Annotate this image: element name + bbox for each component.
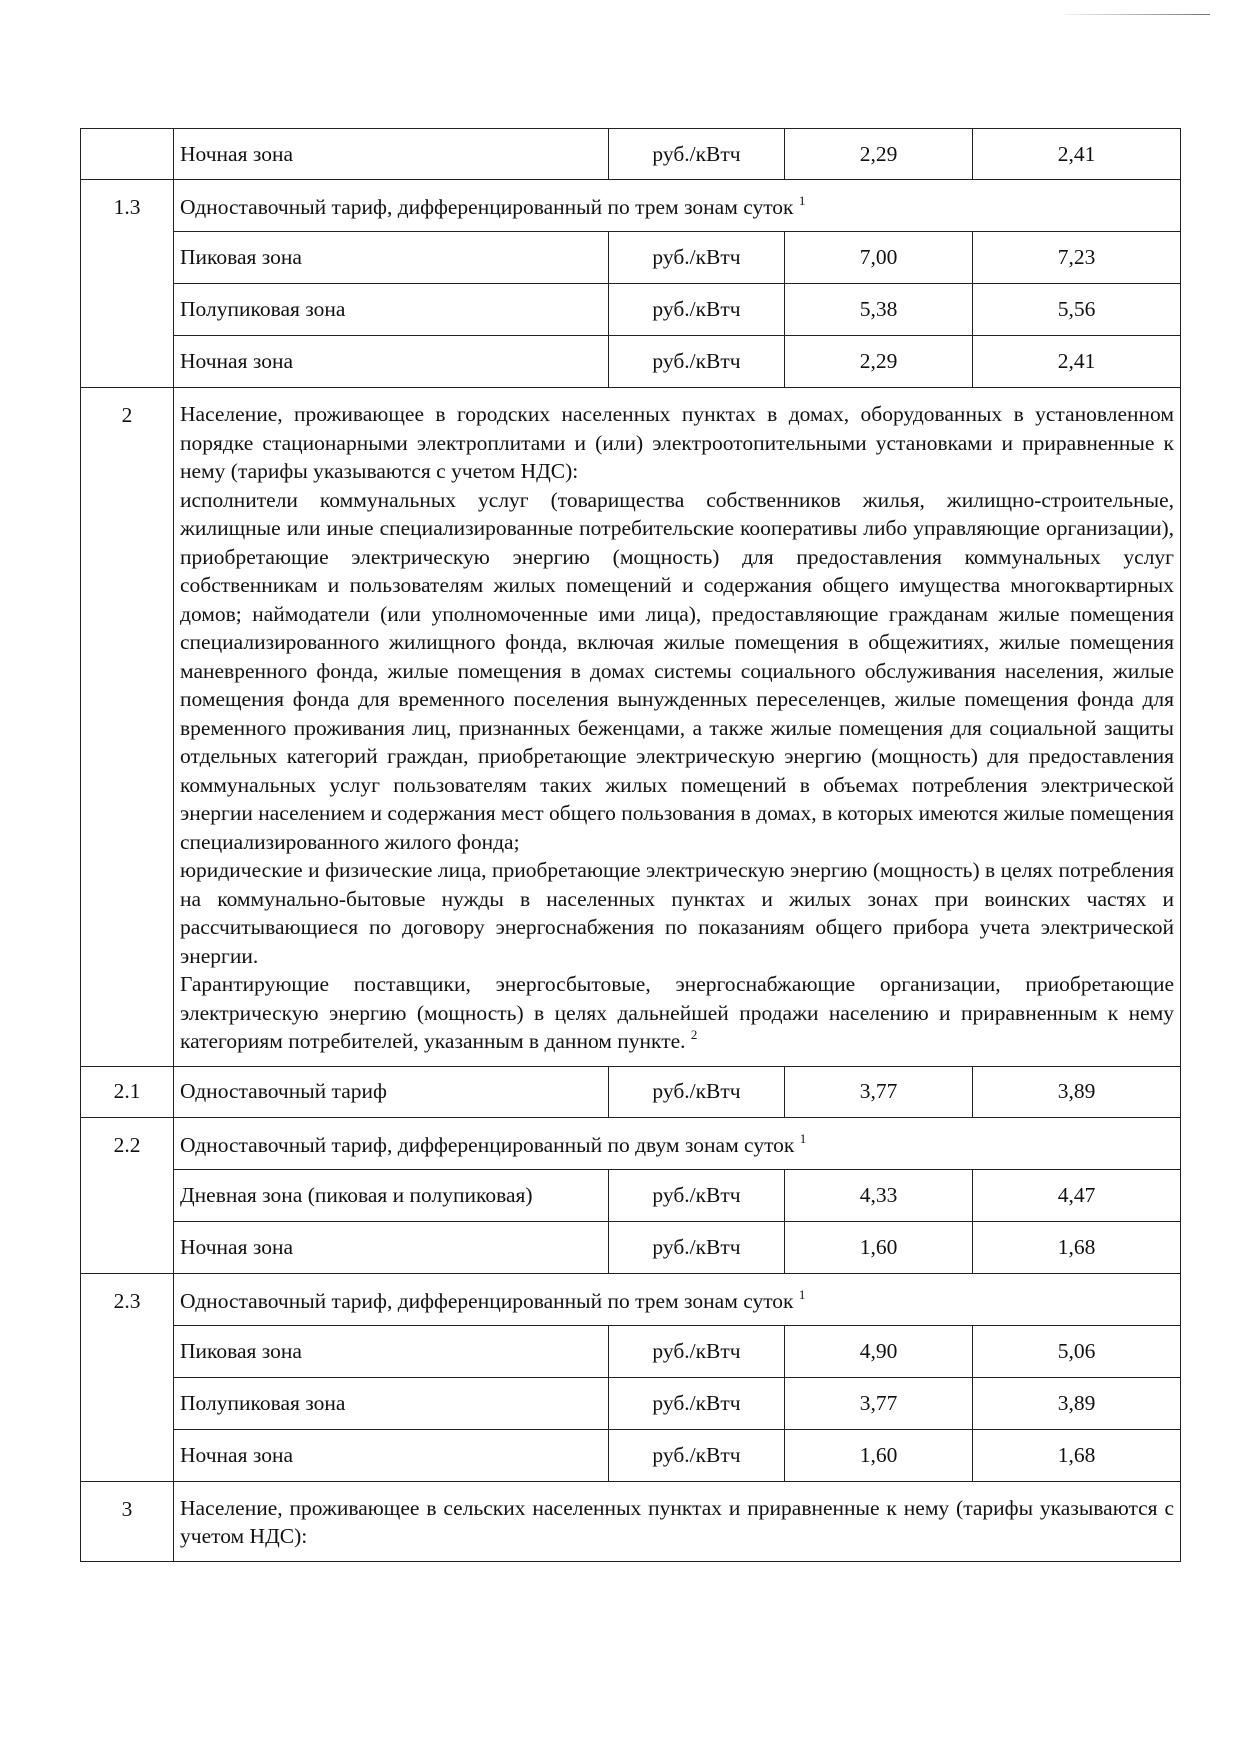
table-row: [81, 232, 1181, 284]
tariff-value-2: 3,89: [973, 1066, 1181, 1117]
unit: руб./кВтч: [609, 232, 785, 284]
zone-name: Пиковая зона: [174, 1325, 609, 1377]
section-description-row: [81, 388, 1181, 1067]
paragraph: [180, 970, 1174, 1056]
zone-name: Ночная зона: [174, 336, 609, 388]
section-description: [174, 388, 1181, 1067]
section-title-text: Одноставочный тариф, дифференцированный по двум зонам суток: [180, 1132, 795, 1157]
table-row: [81, 1169, 1181, 1221]
section-title: [174, 180, 1181, 232]
section-title-text: Одноставочный тариф, дифференцированный по трем зонам суток: [180, 1288, 794, 1313]
section-title: [174, 1117, 1181, 1169]
table-row: [81, 336, 1181, 388]
section-header-row: [81, 1117, 1181, 1169]
section-title-text: Одноставочный тариф, дифференцированный по трем зонам суток: [180, 195, 794, 220]
tariff-value-1: 4,90: [785, 1325, 973, 1377]
unit: руб./кВтч: [609, 1377, 785, 1429]
unit: руб./кВтч: [609, 1325, 785, 1377]
table-row: [81, 284, 1181, 336]
scan-edge-mark: [1065, 14, 1210, 15]
zone-name: Полупиковая зона: [174, 1377, 609, 1429]
row-number: 2.2: [81, 1117, 174, 1273]
footnote-ref: 1: [799, 1130, 807, 1146]
tariff-value-1: 3,77: [785, 1377, 973, 1429]
table-row: [81, 1066, 1181, 1117]
paragraph: юридические и физические лица, приобретающие электрическую энергию (мощность) в целях потребления на коммунально-бытовые нужды в населенных пунктах и жилых зонах при воинских частях и рассчитывающиеся по договору энергоснабжения по показаниям общего прибора учета электрической энергии.: [180, 858, 1174, 968]
section-header-row: [81, 1273, 1181, 1325]
table-row: [81, 1377, 1181, 1429]
row-number: 2.1: [81, 1066, 174, 1117]
unit: руб./кВтч: [609, 284, 785, 336]
tariff-value-2: 7,23: [973, 232, 1181, 284]
paragraph: Население, проживающее в сельских населенных пунктах и приравненные к нему (тарифы указываются с учетом НДС):: [180, 1495, 1174, 1548]
unit: руб./кВтч: [609, 1429, 785, 1481]
zone-name: Ночная зона: [174, 129, 609, 180]
table-row: [81, 1325, 1181, 1377]
tariff-value-2: 5,56: [973, 284, 1181, 336]
table-row: [81, 1221, 1181, 1273]
paragraph: Население, проживающее в городских населенных пунктах в домах, оборудованных в установленном порядке стационарными электроплитами и (или) электроотопительными установками и приравненные к нему (тарифы указываются с учетом НДС):: [180, 402, 1174, 483]
unit: руб./кВтч: [609, 1066, 785, 1117]
zone-name: Ночная зона: [174, 1221, 609, 1273]
zone-name: Ночная зона: [174, 1429, 609, 1481]
tariff-value-1: 3,77: [785, 1066, 973, 1117]
row-number: [81, 129, 174, 180]
tariff-table: [80, 128, 1181, 1562]
table-row: [81, 129, 1181, 180]
section-description-row: [81, 1481, 1181, 1561]
tariff-value-1: 4,33: [785, 1169, 973, 1221]
tariff-value-2: 1,68: [973, 1429, 1181, 1481]
tariff-value-2: 4,47: [973, 1169, 1181, 1221]
tariff-name: Одноставочный тариф: [174, 1066, 609, 1117]
tariff-value-2: 3,89: [973, 1377, 1181, 1429]
tariff-value-1: 1,60: [785, 1221, 973, 1273]
section-description: [174, 1481, 1181, 1561]
row-number: 2.3: [81, 1273, 174, 1481]
tariff-value-2: 5,06: [973, 1325, 1181, 1377]
zone-name: Пиковая зона: [174, 232, 609, 284]
footnote-ref: 2: [690, 1027, 698, 1042]
tariff-value-1: 2,29: [785, 336, 973, 388]
row-number: 2: [81, 388, 174, 1067]
zone-name: Дневная зона (пиковая и полупиковая): [174, 1169, 609, 1221]
footnote-ref: 1: [798, 193, 806, 209]
tariff-value-2: 1,68: [973, 1221, 1181, 1273]
row-number: 3: [81, 1481, 174, 1561]
paragraph: исполнители коммунальных услуг (товарищества собственников жилья, жилищно-строительные, жилищные или иные специализированные потребительские кооперативы либо управляющие организации), приобретающие электрическую энергию (мощность) для предоставления коммунальных услуг собственникам и пользователям жилых помещений и содержания общего имущества многоквартирных домов; наймодатели (или уполномоченные ими лица), предоставляющие гражданам жилые помещения специализированного жилищного фонда, включая жилые помещения в общежитиях, жилые помещения маневренного фонда, жилые помещения в домах системы социального обслуживания населения, жилые помещения фонда для временного поселения вынужденных переселенцев, жилые помещения фонда для временного проживания лиц, признанных беженцами, а также жилые помещения для социальной защиты отдельных категорий граждан, приобретающие электрическую энергию (мощность) для предоставления коммунальных услуг пользователям таких жилых помещений в объемах потребления электрической энергии населением и содержания мест общего пользования в домах, в которых имеются жилые помещения специализированного жилого фонда;: [180, 487, 1174, 854]
tariff-value-1: 5,38: [785, 284, 973, 336]
unit: руб./кВтч: [609, 336, 785, 388]
unit: руб./кВтч: [609, 1221, 785, 1273]
unit: руб./кВтч: [609, 1169, 785, 1221]
tariff-value-1: 7,00: [785, 232, 973, 284]
tariff-value-1: 1,60: [785, 1429, 973, 1481]
zone-name: Полупиковая зона: [174, 284, 609, 336]
footnote-ref: 1: [798, 1286, 806, 1302]
tariff-value-1: 2,29: [785, 129, 973, 180]
tariff-value-2: 2,41: [973, 336, 1181, 388]
section-title: [174, 1273, 1181, 1325]
paragraph-text: Гарантирующие поставщики, энергосбытовые, энергоснабжающие организации, приобретающие электрическую энергию (мощность) в целях дальнейшей продажи населению и приравненным к нему категориям потребителей, указанным в данном пункте.: [180, 972, 1174, 1053]
table-row: [81, 1429, 1181, 1481]
row-number: 1.3: [81, 180, 174, 388]
tariff-value-2: 2,41: [973, 129, 1181, 180]
unit: руб./кВтч: [609, 129, 785, 180]
section-header-row: [81, 180, 1181, 232]
